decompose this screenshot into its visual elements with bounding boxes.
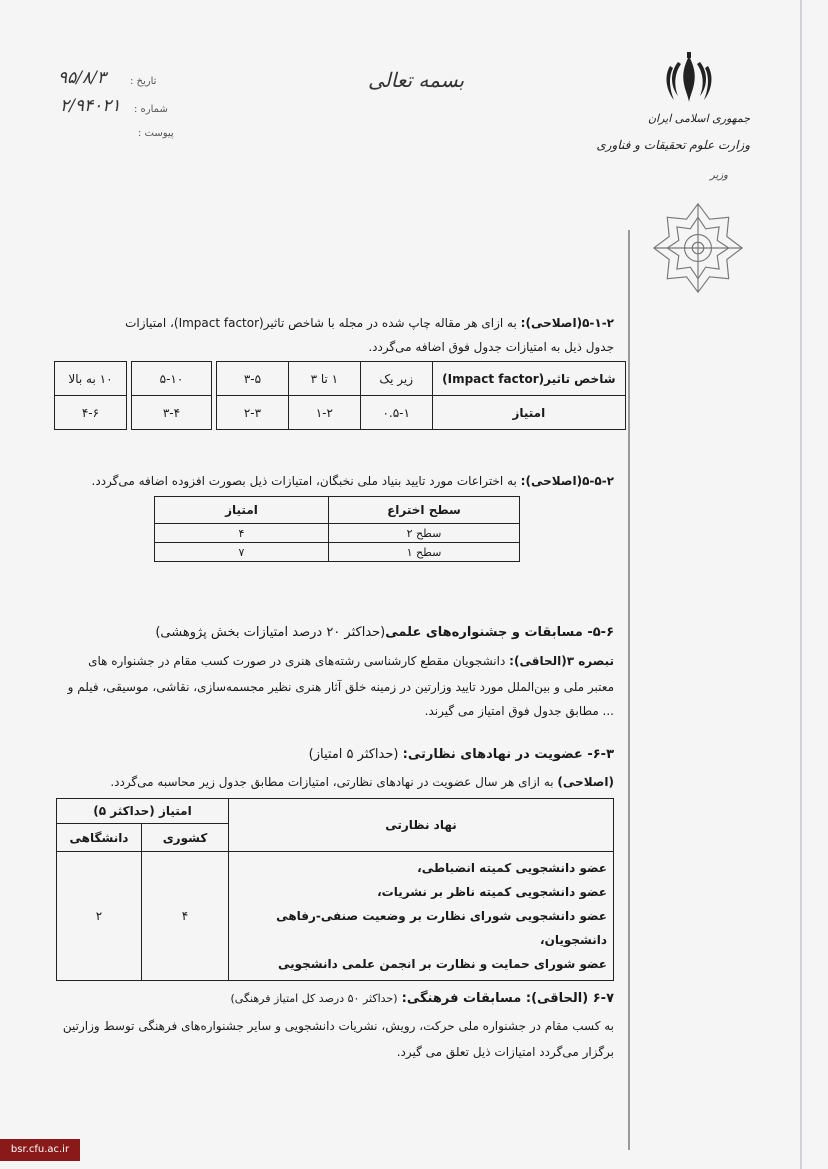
membership-national-score: ۴ bbox=[142, 852, 229, 981]
margin-line bbox=[628, 230, 630, 1150]
invention-level-cell: سطح ۱ bbox=[329, 543, 520, 562]
membership-label: (اصلاحی) bbox=[557, 775, 614, 789]
membership-body-item: عضو دانشجویی کمیته انضباطی، bbox=[417, 861, 607, 875]
membership-body-item: عضو شورای حمایت و نظارت بر انجمن علمی دانشجویی bbox=[277, 957, 607, 971]
invention-level-cell: سطح ۲ bbox=[329, 524, 520, 543]
competitions-heading-note: (حداکثر ۲۰ درصد امتیازات بخش پژوهشی) bbox=[155, 625, 386, 640]
org-line2: وزارت علوم تحقیقات و فناوری bbox=[596, 138, 750, 152]
membership-col-university: دانشگاهی bbox=[57, 824, 142, 852]
table-gap bbox=[211, 362, 216, 396]
membership-col-body: نهاد نظارتی bbox=[229, 799, 614, 852]
cultural-heading-line bbox=[54, 988, 614, 1010]
cultural-line1: به کسب مقام در جشنواره ملی حرکت، رویش، نشریات دانشجویی و سایر جشنواره‌های فرهنگی توسط وزارتین bbox=[62, 1019, 614, 1033]
org-line3: وزیر bbox=[710, 170, 728, 181]
invention-score-cell: ۴ bbox=[155, 524, 329, 543]
cultural-line2: برگزار می‌گردد امتیازات ذیل تعلق می گیرد. bbox=[396, 1045, 614, 1059]
membership-col-score: امتیاز (حداکثر ۵) bbox=[57, 799, 229, 824]
table-gap bbox=[126, 362, 131, 396]
impact-factor-table bbox=[54, 361, 626, 430]
membership-body-item: عضو دانشجویی شورای نظارت بر وضعیت صنفی-رفاهی دانشجویان، bbox=[276, 909, 607, 947]
competitions-heading-line bbox=[54, 622, 614, 644]
impact-range-cell: ۱ تا ۳ bbox=[288, 362, 360, 396]
attachment-label: پیوست : bbox=[138, 128, 174, 139]
membership-text: به ازای هر سال عضویت در نهادهای نظارتی، امتیازات مطابق جدول زیر محاسبه می‌گردد. bbox=[110, 775, 554, 789]
competitions-line2: معتبر ملی و بین‌الملل مورد تایید وزارتین در زمینه خلق آثار هنری نظیر مجسمه‌سازی، نقاشی، موسیقی، فیلم و bbox=[67, 680, 614, 694]
invention-col-level: سطح اختراع bbox=[329, 497, 520, 524]
ornament-icon bbox=[650, 200, 746, 296]
impact-range-cell: زیر یک bbox=[360, 362, 432, 396]
cultural-heading: ۶-۷ (الحاقی): مسابقات فرهنگی: bbox=[401, 991, 614, 1006]
competitions-note-label: تبصره ۳(الحاقی): bbox=[509, 654, 614, 668]
table-gap bbox=[126, 396, 131, 430]
bismillah-handwritten: بسمه تعالی bbox=[368, 68, 465, 92]
cultural-heading-note: (حداکثر ۵۰ درصد کل امتیاز فرهنگی) bbox=[230, 992, 398, 1005]
impact-score-cell: ۰.۵-۱ bbox=[360, 396, 432, 430]
invention-text: به اختراعات مورد تایید بنیاد ملی نخبگان، امتیازات ذیل بصورت افزوده اضافه می‌گردد. bbox=[91, 474, 517, 488]
impact-range-cell: ۳-۵ bbox=[217, 362, 289, 396]
membership-text-line bbox=[54, 771, 614, 793]
page-edge bbox=[800, 0, 802, 1169]
date-value: ۹۵/۸/۳ bbox=[58, 68, 106, 88]
table-gap bbox=[211, 396, 216, 430]
membership-body-item: عضو دانشجویی کمیته ناظر بر نشریات، bbox=[377, 885, 607, 899]
iran-emblem-icon bbox=[664, 52, 714, 106]
impact-range-cell: ۵-۱۰ bbox=[132, 362, 212, 396]
invention-score-cell: ۷ bbox=[155, 543, 329, 562]
competitions-line1 bbox=[54, 650, 614, 672]
impact-score-cell: ۳-۴ bbox=[132, 396, 212, 430]
impact-range-cell: ۱۰ به بالا bbox=[55, 362, 127, 396]
number-value: ۲/۹۴۰۲۱ bbox=[60, 96, 121, 116]
membership-bodies-cell bbox=[229, 852, 614, 981]
impact-score-label: امتیاز bbox=[432, 396, 625, 430]
membership-heading-line bbox=[54, 744, 614, 766]
impact-text-line2: جدول ذیل به امتیازات جدول فوق اضافه می‌گردد. bbox=[368, 340, 614, 354]
competitions-heading: ۵-۶- مسابقات و جشنواره‌های علمی bbox=[385, 625, 614, 640]
membership-university-score: ۲ bbox=[57, 852, 142, 981]
impact-header-label: شاخص تاثیر(Impact factor) bbox=[432, 362, 625, 396]
competitions-line1-text: دانشجویان مقطع کارشناسی رشته‌های هنری در صورت کسب مقام در جشنواره های bbox=[88, 654, 506, 668]
org-line1: جمهوری اسلامی ایران bbox=[647, 112, 750, 125]
number-label: شماره : bbox=[134, 104, 168, 115]
invention-col-score: امتیاز bbox=[155, 497, 329, 524]
impact-score-cell: ۲-۳ bbox=[217, 396, 289, 430]
impact-text-line1: به ازای هر مقاله چاپ شده در مجله با شاخص تاثیر(Impact factor)، امتیازات bbox=[125, 316, 517, 330]
invention-heading: ۵-۵-۲(اصلاحی): bbox=[520, 474, 614, 488]
invention-section-text bbox=[34, 470, 614, 492]
invention-table bbox=[154, 496, 520, 562]
membership-heading: ۶-۳- عضویت در نهادهای نظارتی: bbox=[402, 747, 614, 762]
membership-col-national: کشوری bbox=[142, 824, 229, 852]
competitions-line3: ... مطابق جدول فوق امتیاز می گیرند. bbox=[424, 704, 614, 718]
membership-table bbox=[56, 798, 614, 981]
impact-score-cell: ۴-۶ bbox=[55, 396, 127, 430]
date-label: تاریخ : bbox=[130, 76, 157, 87]
site-badge[interactable]: bsr.cfu.ac.ir bbox=[0, 1139, 80, 1161]
membership-heading-note: (حداکثر ۵ امتیاز) bbox=[308, 747, 399, 762]
impact-section-text bbox=[54, 312, 614, 334]
impact-score-cell: ۱-۲ bbox=[288, 396, 360, 430]
impact-heading: ۵-۱-۲(اصلاحی): bbox=[520, 316, 614, 330]
